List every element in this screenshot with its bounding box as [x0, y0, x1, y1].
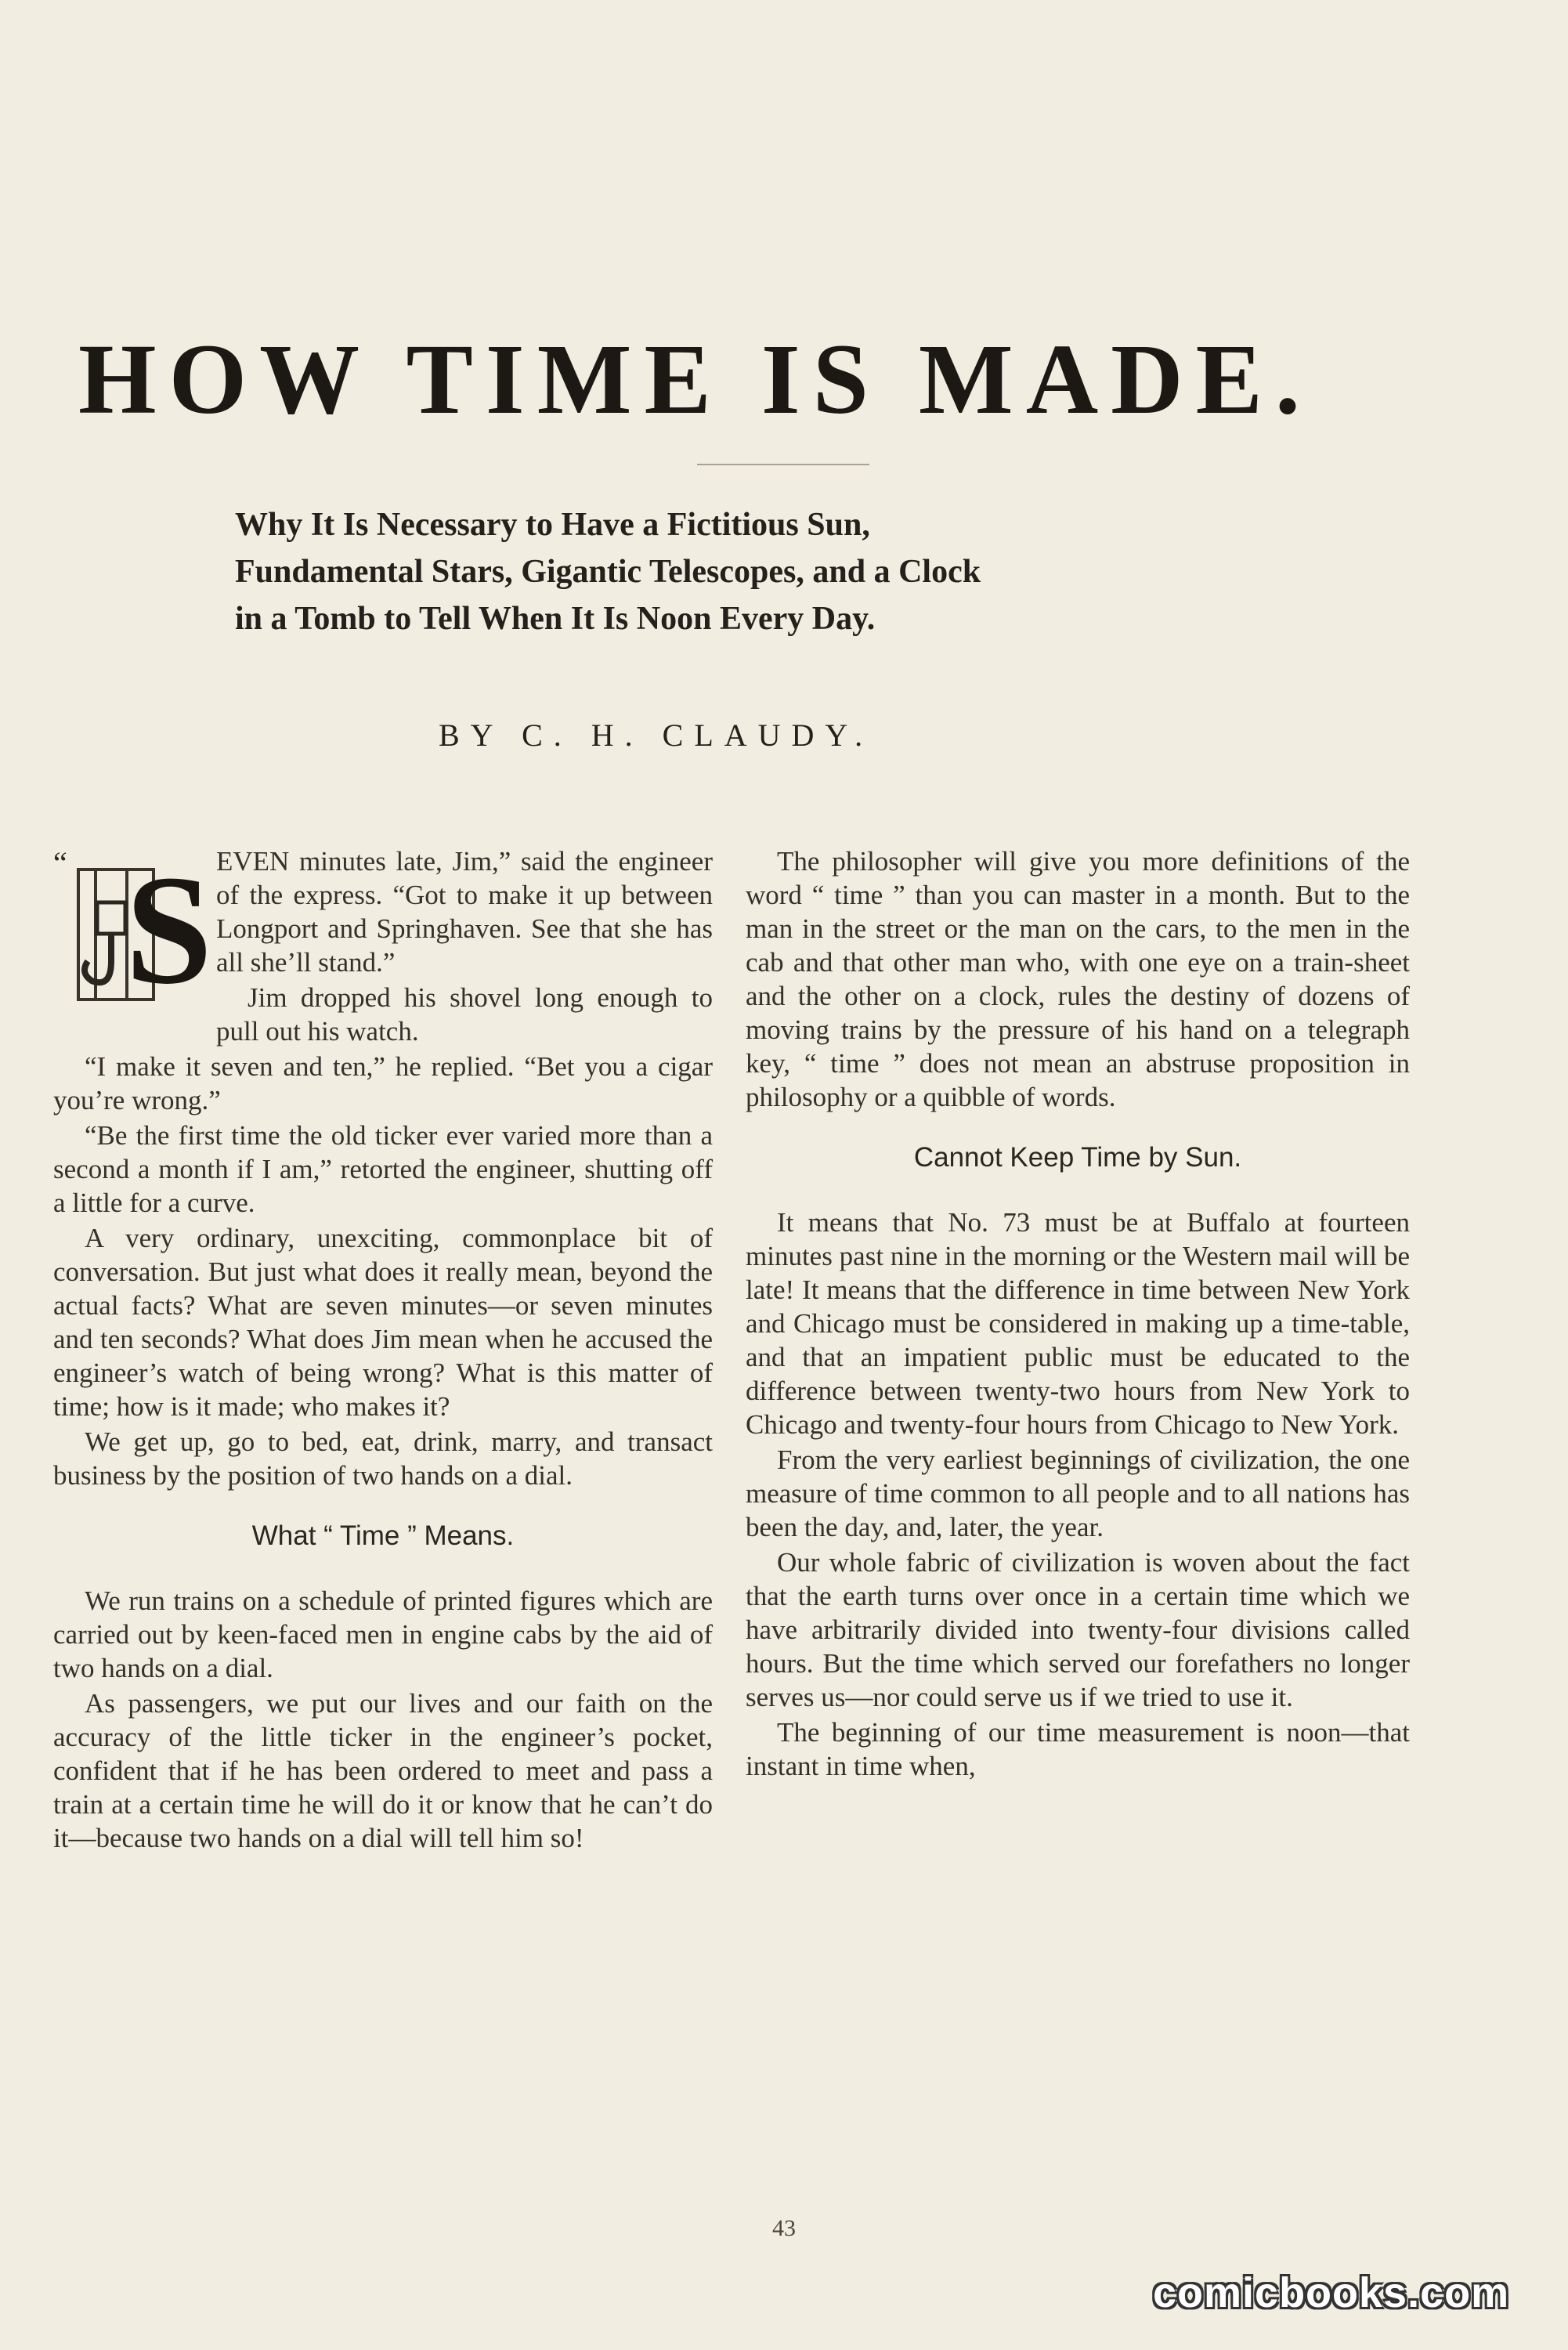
paragraph: We run trains on a schedule of printed figures which are carried out by keen-faced men in engine cabs by the aid of two hands on a dial.	[53, 1585, 713, 1683]
article-title: HOW TIME IS MADE.	[78, 324, 1313, 435]
byline: BY C. H. CLAUDY.	[439, 718, 874, 753]
paragraph: Our whole fabric of civilization is woven about the fact that the earth turns over once in a certain time which we have arbitrarily divided into twenty-four divisions called hours. But the time which served our forefathers no longer serves us—nor could serve us if we tried to use it.	[746, 1547, 1410, 1712]
paragraph: “Be the first time the old ticker ever varied more than a second a month if I am,” retorted the engineer, shutting off a little for a curve.	[53, 1120, 713, 1218]
left-column	[53, 844, 713, 1856]
paragraph: The philosopher will give you more definitions of the word “ time ” than you can master in a month. But to the man in the street or the man on the cars, to the men in the cab and that other man who, with one eye on a train-sheet and the other on a clock, rules the destiny of dozens of moving trains by the pressure of his hand on a telegraph key, “ time ” does not mean an abstruse proposition in philosophy or a quibble of words.	[746, 846, 1410, 1112]
paragraph: A very ordinary, unexciting, commonplace bit of conversation. But just what does it really mean, beyond the actual facts? What are seven minutes—or seven minutes and ten seconds? What does Jim mean when he accused the engineer’s watch of being wrong? What is this matter of time; how is it made; who makes it?	[53, 1223, 713, 1422]
dropcap-letter: S	[125, 844, 213, 1017]
opening-paragraph: EVEN minutes late, Jim,” said the engineer of the express. “Got to make it up between Longport and Springhaven. See that she has all she’ll stand.”	[216, 846, 713, 978]
section-heading: What “ Time ” Means.	[251, 1520, 515, 1551]
section-heading: Cannot Keep Time by Sun.	[913, 1142, 1242, 1173]
title-rule	[697, 464, 869, 465]
paragraph: Jim dropped his shovel long enough to pull out his watch.	[216, 982, 713, 1047]
page-number: 43	[772, 2215, 796, 2241]
paragraph: From the very earliest beginnings of civilization, the one measure of time common to all people and to all nations has been the day, and, later, the year.	[746, 1444, 1410, 1542]
paragraph: The beginning of our time measurement is noon—that instant in time when,	[746, 1717, 1410, 1781]
paragraph: We get up, go to bed, eat, drink, marry, and transact business by the position of two hands on a dial.	[53, 1426, 713, 1491]
right-column	[746, 844, 1410, 1784]
paragraph: It means that No. 73 must be at Buffalo at fourteen minutes past nine in the morning or the Western mail will be late! It means that the difference in time between New York and Chicago must be considered in making up a time-table, and that an impatient public must be educated to the difference between twenty-two hours from New York to Chicago and twenty-four hours from Chicago to New York.	[746, 1207, 1410, 1440]
subtitle-line: Fundamental Stars, Gigantic Telescopes, and a Clock	[235, 554, 981, 590]
opening-quote: “	[53, 845, 67, 880]
dropcap-illustration	[53, 844, 213, 1017]
watermark-logo: comicbooks.com	[1153, 2269, 1510, 2316]
article-subtitle	[235, 501, 1331, 642]
subtitle-line: Why It Is Necessary to Have a Fictitious Sun,	[235, 507, 870, 543]
paragraph: “I make it seven and ten,” he replied. “Bet you a cigar you’re wrong.”	[53, 1051, 713, 1115]
subtitle-line: in a Tomb to Tell When It Is Noon Every Day.	[235, 601, 876, 637]
paragraph: As passengers, we put our lives and our faith on the accuracy of the little ticker in the engineer’s pocket, confident that if he has been ordered to meet and pass a train at a certain time he will do it or know that he can’t do it—because two hands on a dial will tell him so!	[53, 1688, 713, 1853]
